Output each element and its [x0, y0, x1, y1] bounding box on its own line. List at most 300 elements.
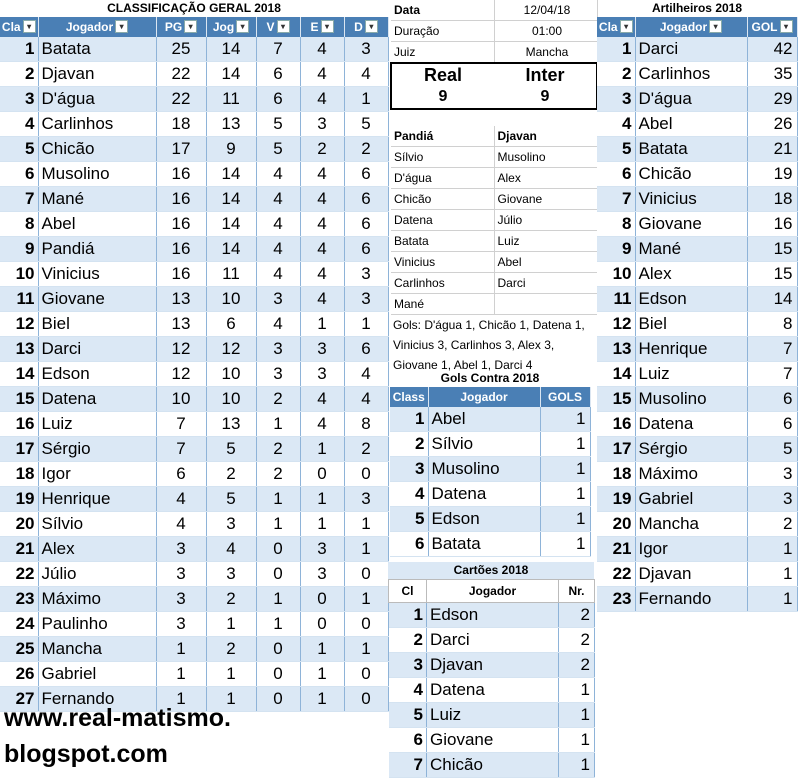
standings-cell-3: 3: [206, 562, 256, 587]
scorers-row: [597, 87, 797, 112]
standings-cell-6: 0: [344, 687, 388, 712]
standings-cell-5: 1: [300, 512, 344, 537]
standings-cell-1: Vinicius: [38, 262, 156, 287]
standings-cell-0: 22: [0, 562, 38, 587]
standings-cell-1: Musolino: [38, 162, 156, 187]
scorers-cell-1: Alex: [635, 262, 747, 287]
own-goals-cell-1: Edson: [428, 507, 540, 532]
scorers-cell-0: 18: [597, 462, 635, 487]
scorers-cell-2: 3: [747, 462, 797, 487]
cards-row: [389, 753, 595, 778]
standings-cell-0: 18: [0, 462, 38, 487]
standings-cell-1: Alex: [38, 537, 156, 562]
standings-cell-3: 10: [206, 362, 256, 387]
standings-cell-1: Biel: [38, 312, 156, 337]
standings-cell-6: 6: [344, 212, 388, 237]
scorers-cell-2: 1: [747, 587, 797, 612]
standings-cell-2: 17: [156, 137, 206, 162]
standings-cell-3: 11: [206, 262, 256, 287]
lineup-team1-player: Vinicius: [391, 252, 494, 273]
own-goals-cell-2: 1: [540, 482, 590, 507]
scorers-cell-1: Fernando: [635, 587, 747, 612]
standings-cell-5: 0: [300, 462, 344, 487]
scorers-cell-2: 6: [747, 412, 797, 437]
standings-cell-1: Darci: [38, 337, 156, 362]
scorers-cell-0: 2: [597, 62, 635, 87]
standings-row: [0, 362, 388, 387]
standings-cell-5: 3: [300, 562, 344, 587]
scorers-cell-1: Musolino: [635, 387, 747, 412]
standings-header-6[interactable]: [344, 17, 388, 37]
standings-row: [0, 137, 388, 162]
standings-cell-0: 11: [0, 287, 38, 312]
standings-cell-6: 6: [344, 187, 388, 212]
lineup-row: [391, 210, 597, 231]
scorers-cell-0: 6: [597, 162, 635, 187]
scorers-cell-2: 3: [747, 487, 797, 512]
referee-label: Juiz: [391, 42, 494, 64]
standings-cell-1: Datena: [38, 387, 156, 412]
standings-cell-1: Carlinhos: [38, 112, 156, 137]
scorers-cell-1: Edson: [635, 287, 747, 312]
standings-cell-2: 3: [156, 562, 206, 587]
lineup-team1-player: Datena: [391, 210, 494, 231]
standings-cell-5: 1: [300, 662, 344, 687]
standings-cell-0: 3: [0, 87, 38, 112]
scorers-cell-2: 42: [747, 37, 797, 62]
date-value: 12/04/18: [494, 0, 597, 21]
standings-cell-2: 6: [156, 462, 206, 487]
filter-dropdown-icon[interactable]: ▾: [277, 20, 290, 33]
standings-row: [0, 487, 388, 512]
standings-header-0[interactable]: [0, 17, 38, 37]
standings-cell-1: Pandiá: [38, 237, 156, 262]
standings-cell-5: 4: [300, 412, 344, 437]
own-goals-header-2[interactable]: [540, 387, 590, 407]
standings-cell-6: 1: [344, 587, 388, 612]
lineup-team2-player: Luiz: [494, 231, 597, 252]
scorers-cell-0: 20: [597, 512, 635, 537]
standings-cell-4: 2: [256, 462, 300, 487]
standings-cell-2: 12: [156, 362, 206, 387]
standings-cell-6: 3: [344, 487, 388, 512]
standings-cell-1: Mancha: [38, 637, 156, 662]
standings-cell-5: 4: [300, 37, 344, 62]
own-goals-cell-2: 1: [540, 457, 590, 482]
standings-cell-5: 4: [300, 287, 344, 312]
standings-cell-2: 22: [156, 62, 206, 87]
standings-cell-5: 4: [300, 262, 344, 287]
standings-cell-0: 2: [0, 62, 38, 87]
lineup-team2-player: Júlio: [494, 210, 597, 231]
own-goals-header-label: Class: [392, 390, 425, 404]
standings-cell-6: 6: [344, 162, 388, 187]
standings-cell-5: 1: [300, 312, 344, 337]
standings-cell-3: 14: [206, 237, 256, 262]
standings-cell-0: 10: [0, 262, 38, 287]
cards-header-label: Nr.: [568, 584, 585, 598]
standings-cell-5: 4: [300, 162, 344, 187]
own-goals-cell-2: 1: [540, 507, 590, 532]
scorers-cell-2: 8: [747, 312, 797, 337]
scorers-row: [597, 537, 797, 562]
cards-row: [389, 678, 595, 703]
filter-dropdown-icon[interactable]: ▾: [365, 20, 378, 33]
scorers-cell-1: Igor: [635, 537, 747, 562]
standings-cell-2: 16: [156, 162, 206, 187]
own-goals-cell-1: Musolino: [428, 457, 540, 482]
scorers-cell-1: Gabriel: [635, 487, 747, 512]
scorers-cell-0: 12: [597, 312, 635, 337]
cards-cell-0: 4: [389, 678, 427, 703]
cards-cell-1: Darci: [427, 628, 559, 653]
scorers-cell-0: 5: [597, 137, 635, 162]
scorers-cell-2: 15: [747, 237, 797, 262]
blog-url[interactable]: [4, 700, 384, 772]
scorers-cell-0: 10: [597, 262, 635, 287]
scorers-row: [597, 487, 797, 512]
referee-value: Mancha: [494, 42, 597, 64]
standings-cell-0: 7: [0, 187, 38, 212]
scorers-cell-1: Vinicius: [635, 187, 747, 212]
standings-cell-4: 0: [256, 537, 300, 562]
lineup-team1-player: Carlinhos: [391, 273, 494, 294]
standings-cell-3: 4: [206, 537, 256, 562]
standings-row: [0, 637, 388, 662]
standings-cell-3: 13: [206, 112, 256, 137]
standings-cell-5: 3: [300, 362, 344, 387]
standings-header-label: PG: [164, 20, 183, 34]
scorers-row: [597, 387, 797, 412]
standings-cell-2: 13: [156, 287, 206, 312]
standings-cell-5: 0: [300, 612, 344, 637]
standings-cell-1: Chicão: [38, 137, 156, 162]
standings-cell-1: Edson: [38, 362, 156, 387]
filter-dropdown-icon[interactable]: ▾: [321, 20, 334, 33]
standings-cell-3: 1: [206, 662, 256, 687]
scorers-cell-0: 22: [597, 562, 635, 587]
standings-cell-1: Paulinho: [38, 612, 156, 637]
lineup-row: [391, 126, 597, 147]
scorers-row: [597, 37, 797, 62]
own-goals-cell-0: 1: [390, 407, 428, 432]
standings-cell-4: 4: [256, 162, 300, 187]
cards-cell-1: Datena: [427, 678, 559, 703]
scorers-header-2[interactable]: [747, 17, 797, 37]
scorers-row: [597, 362, 797, 387]
cards-cell-2: 2: [559, 603, 595, 628]
standings-cell-1: Abel: [38, 212, 156, 237]
standings-cell-4: 7: [256, 37, 300, 62]
standings-cell-1: D'água: [38, 87, 156, 112]
filter-dropdown-icon[interactable]: ▾: [620, 20, 633, 33]
standings-cell-0: 25: [0, 637, 38, 662]
standings-cell-5: 1: [300, 637, 344, 662]
standings-cell-3: 11: [206, 87, 256, 112]
standings-cell-5: 4: [300, 387, 344, 412]
standings-cell-2: 16: [156, 262, 206, 287]
scorers-cell-1: Sérgio: [635, 437, 747, 462]
standings-header-4[interactable]: [256, 17, 300, 37]
team2-score: 9: [494, 86, 597, 109]
standings-row: [0, 162, 388, 187]
standings-cell-4: 4: [256, 262, 300, 287]
filter-dropdown-icon[interactable]: ▾: [709, 20, 722, 33]
standings-cell-5: 1: [300, 487, 344, 512]
cards-header-label: Cl: [401, 584, 414, 598]
cards-row: [389, 603, 595, 628]
scorers-cell-1: Biel: [635, 312, 747, 337]
standings-header-1[interactable]: [38, 17, 156, 37]
standings-cell-0: 5: [0, 137, 38, 162]
standings-cell-3: 5: [206, 437, 256, 462]
standings-row: [0, 512, 388, 537]
standings-cell-3: 2: [206, 587, 256, 612]
standings-cell-2: 1: [156, 662, 206, 687]
standings-header-label: Jog: [212, 20, 235, 34]
standings-cell-1: Igor: [38, 462, 156, 487]
own-goals-header-0[interactable]: [390, 387, 428, 407]
scorers-cell-2: 18: [747, 187, 797, 212]
scorers-cell-0: 16: [597, 412, 635, 437]
scorers-cell-0: 17: [597, 437, 635, 462]
own-goals-header-1[interactable]: [428, 387, 540, 407]
scorers-cell-2: 26: [747, 112, 797, 137]
scorers-cell-1: Giovane: [635, 212, 747, 237]
scorers-cell-0: 15: [597, 387, 635, 412]
standings-cell-5: 3: [300, 337, 344, 362]
standings-cell-6: 8: [344, 412, 388, 437]
scorers-cell-0: 21: [597, 537, 635, 562]
scorers-cell-1: Datena: [635, 412, 747, 437]
cards-cell-0: 2: [389, 628, 427, 653]
own-goals-cell-1: Abel: [428, 407, 540, 432]
standings-cell-6: 3: [344, 37, 388, 62]
own-goals-header-label: Jogador: [460, 390, 508, 404]
standings-cell-4: 0: [256, 637, 300, 662]
blog-url-line1: www.real-matismo.: [4, 704, 231, 732]
standings-cell-2: 4: [156, 487, 206, 512]
standings-cell-5: 4: [300, 237, 344, 262]
lineup-row: [391, 252, 597, 273]
cards-cell-1: Giovane: [427, 728, 559, 753]
standings-cell-6: 2: [344, 137, 388, 162]
standings-cell-2: 7: [156, 412, 206, 437]
own-goals-cell-1: Sílvio: [428, 432, 540, 457]
standings-cell-4: 4: [256, 187, 300, 212]
standings-cell-4: 5: [256, 137, 300, 162]
standings-cell-5: 0: [300, 587, 344, 612]
standings-cell-2: 16: [156, 237, 206, 262]
standings-cell-4: 6: [256, 62, 300, 87]
standings-cell-2: 16: [156, 187, 206, 212]
standings-row: [0, 312, 388, 337]
cards-title: Cartões 2018: [388, 562, 594, 579]
scorers-header-label: GOL: [751, 20, 778, 34]
standings-cell-1: Gabriel: [38, 662, 156, 687]
standings-row: [0, 662, 388, 687]
standings-cell-4: 0: [256, 562, 300, 587]
standings-row: [0, 62, 388, 87]
scorers-row: [597, 137, 797, 162]
standings-cell-0: 12: [0, 312, 38, 337]
standings-cell-3: 12: [206, 337, 256, 362]
own-goals-row: [390, 507, 590, 532]
scorers-cell-2: 6: [747, 387, 797, 412]
standings-row: [0, 112, 388, 137]
standings-cell-1: Sérgio: [38, 437, 156, 462]
cards-header-0[interactable]: [389, 580, 427, 603]
cards-cell-0: 3: [389, 653, 427, 678]
standings-cell-2: 10: [156, 387, 206, 412]
standings-cell-4: 1: [256, 612, 300, 637]
duration-label: Duração: [391, 21, 494, 42]
standings-cell-1: Henrique: [38, 487, 156, 512]
scorers-cell-1: Máximo: [635, 462, 747, 487]
lineup-row: [391, 189, 597, 210]
scorers-cell-2: 29: [747, 87, 797, 112]
scorers-cell-2: 14: [747, 287, 797, 312]
lineup-team2-player: Djavan: [494, 126, 597, 147]
standings-cell-2: 4: [156, 512, 206, 537]
own-goals-cell-1: Datena: [428, 482, 540, 507]
standings-cell-2: 1: [156, 687, 206, 712]
scorers-cell-2: 5: [747, 437, 797, 462]
standings-cell-4: 4: [256, 312, 300, 337]
standings-cell-3: 14: [206, 212, 256, 237]
standings-row: [0, 187, 388, 212]
standings-header-label: E: [310, 20, 319, 34]
scorers-header-0[interactable]: [597, 17, 635, 37]
standings-cell-1: Fernando: [38, 687, 156, 712]
standings-cell-3: 5: [206, 487, 256, 512]
cards-cell-1: Djavan: [427, 653, 559, 678]
lineup-team1-player: Sílvio: [391, 147, 494, 168]
standings-row: [0, 237, 388, 262]
standings-cell-6: 1: [344, 637, 388, 662]
standings-cell-4: 3: [256, 362, 300, 387]
standings-row: [0, 37, 388, 62]
standings-cell-3: 3: [206, 512, 256, 537]
scorers-cell-2: 1: [747, 537, 797, 562]
filter-dropdown-icon[interactable]: ▾: [23, 20, 36, 33]
scorers-cell-2: 19: [747, 162, 797, 187]
scorers-cell-1: Abel: [635, 112, 747, 137]
standings-cell-6: 4: [344, 387, 388, 412]
cards-cell-2: 1: [559, 728, 595, 753]
own-goals-cell-0: 2: [390, 432, 428, 457]
lineup-row: [391, 273, 597, 294]
standings-cell-6: 0: [344, 462, 388, 487]
scorers-header-1[interactable]: [635, 17, 747, 37]
standings-cell-5: 3: [300, 112, 344, 137]
scorers-row: [597, 287, 797, 312]
standings-cell-0: 26: [0, 662, 38, 687]
standings-cell-6: 1: [344, 537, 388, 562]
standings-cell-0: 13: [0, 337, 38, 362]
cards-table: [388, 562, 594, 778]
standings-cell-2: 3: [156, 537, 206, 562]
standings-header-3[interactable]: [206, 17, 256, 37]
scorers-row: [597, 187, 797, 212]
match-panel: [390, 0, 596, 375]
standings-cell-5: 4: [300, 212, 344, 237]
filter-dropdown-icon[interactable]: ▾: [236, 20, 249, 33]
scorers-header-label: Jogador: [659, 20, 708, 34]
standings-row: [0, 562, 388, 587]
cards-cell-0: 7: [389, 753, 427, 778]
goals-summary: Gols: D'água 1, Chicão 1, Datena 1, Vinicius 3, Carlinhos 3, Alex 3, Giovane 1, Abel 1, Darci 4: [393, 318, 585, 372]
standings-cell-0: 21: [0, 537, 38, 562]
standings-cell-4: 6: [256, 87, 300, 112]
scorers-row: [597, 437, 797, 462]
standings-cell-3: 2: [206, 462, 256, 487]
filter-dropdown-icon[interactable]: ▾: [115, 20, 128, 33]
standings-cell-3: 10: [206, 387, 256, 412]
standings-cell-4: 0: [256, 687, 300, 712]
duration-value: 01:00: [494, 21, 597, 42]
scorers-cell-1: Mancha: [635, 512, 747, 537]
standings-header-5[interactable]: [300, 17, 344, 37]
standings-cell-6: 0: [344, 612, 388, 637]
standings-cell-0: 8: [0, 212, 38, 237]
cards-header-2[interactable]: [559, 580, 595, 603]
scorers-cell-2: 35: [747, 62, 797, 87]
standings-cell-0: 17: [0, 437, 38, 462]
standings-cell-0: 4: [0, 112, 38, 137]
own-goals-row: [390, 532, 590, 557]
standings-cell-6: 5: [344, 112, 388, 137]
filter-dropdown-icon[interactable]: ▾: [184, 20, 197, 33]
lineup-row: [391, 294, 597, 315]
filter-dropdown-icon[interactable]: ▾: [780, 20, 793, 33]
scorers-cell-1: D'água: [635, 87, 747, 112]
cards-cell-2: 2: [559, 653, 595, 678]
scorers-cell-0: 13: [597, 337, 635, 362]
cards-header-1[interactable]: [427, 580, 559, 603]
standings-cell-4: 5: [256, 112, 300, 137]
cards-header-label: Jogador: [468, 584, 517, 598]
scorers-row: [597, 312, 797, 337]
standings-header-2[interactable]: [156, 17, 206, 37]
standings-cell-1: Máximo: [38, 587, 156, 612]
standings-cell-1: Giovane: [38, 287, 156, 312]
standings-cell-4: 2: [256, 387, 300, 412]
lineup-row: [391, 231, 597, 252]
own-goals-row: [390, 407, 590, 432]
scorers-cell-1: Mané: [635, 237, 747, 262]
standings-table: [0, 0, 388, 712]
standings-cell-0: 1: [0, 37, 38, 62]
scorers-row: [597, 212, 797, 237]
standings-cell-3: 13: [206, 412, 256, 437]
scorers-cell-2: 1: [747, 562, 797, 587]
cards-cell-1: Edson: [427, 603, 559, 628]
standings-cell-2: 3: [156, 612, 206, 637]
standings-cell-2: 12: [156, 337, 206, 362]
lineup-team1-player: D'água: [391, 168, 494, 189]
standings-header-label: V: [266, 20, 275, 34]
scorers-cell-0: 3: [597, 87, 635, 112]
standings-row: [0, 337, 388, 362]
standings-row: [0, 87, 388, 112]
scorers-cell-2: 16: [747, 212, 797, 237]
standings-cell-6: 1: [344, 87, 388, 112]
cards-cell-1: Luiz: [427, 703, 559, 728]
standings-cell-1: Luiz: [38, 412, 156, 437]
standings-cell-5: 4: [300, 187, 344, 212]
own-goals-cell-1: Batata: [428, 532, 540, 557]
